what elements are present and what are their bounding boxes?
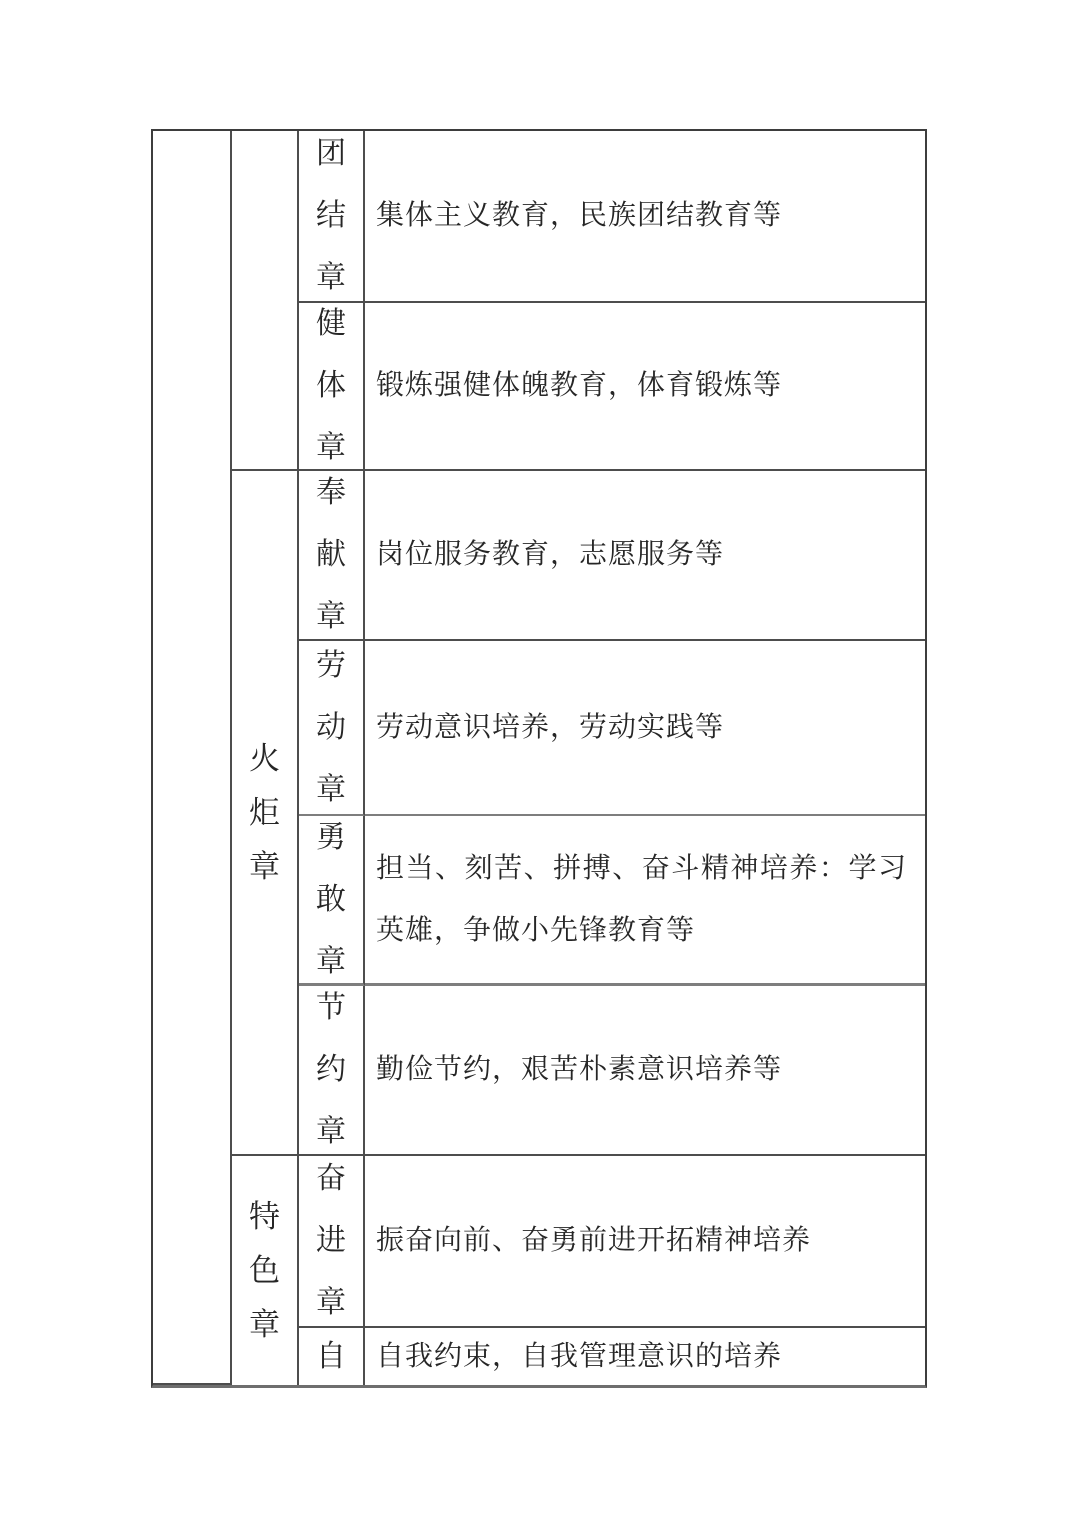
badge-description: 锻炼强健体魄教育，体育锻炼等 xyxy=(376,370,783,401)
description-cell xyxy=(365,641,925,816)
badge-description: 集体主义教育，民族团结教育等 xyxy=(376,200,783,231)
badge-curriculum-table xyxy=(151,129,927,1388)
badge-cell xyxy=(299,1328,365,1385)
description-cell xyxy=(365,1328,925,1385)
badge-name: 节约章 xyxy=(316,991,346,1148)
badge-cell xyxy=(299,641,365,816)
description-cell xyxy=(365,1156,925,1328)
badge-cell xyxy=(299,471,365,641)
badge-name: 健体章 xyxy=(316,307,346,464)
badge-cell xyxy=(299,131,365,303)
left-span-cell xyxy=(153,131,232,1385)
category-label: 火炬章 xyxy=(248,740,280,884)
category-cell-special xyxy=(232,1156,299,1385)
badge-cell xyxy=(299,303,365,471)
description-cell xyxy=(365,131,925,303)
description-cell xyxy=(365,816,925,986)
badge-description: 勤俭节约，艰苦朴素意识培养等 xyxy=(376,1054,783,1085)
badge-cell xyxy=(299,986,365,1156)
category-cell-empty xyxy=(232,131,299,471)
badge-name: 勇敢章 xyxy=(316,820,346,978)
description-cell xyxy=(365,986,925,1156)
description-cell xyxy=(365,471,925,641)
badge-name: 劳动章 xyxy=(316,648,346,806)
badge-name: 奋进章 xyxy=(316,1162,346,1319)
badge-description: 岗位服务教育，志愿服务等 xyxy=(376,539,725,570)
badge-description: 振奋向前、奋勇前进开拓精神培养 xyxy=(376,1225,812,1256)
badge-name: 团结章 xyxy=(316,137,346,294)
badge-cell xyxy=(299,816,365,986)
badge-description: 劳动意识培养，劳动实践等 xyxy=(376,711,725,743)
category-label: 特色章 xyxy=(248,1198,280,1342)
badge-name: 奉献章 xyxy=(316,476,346,633)
category-cell-torch xyxy=(232,471,299,1156)
badge-cell xyxy=(299,1156,365,1328)
description-cell xyxy=(365,303,925,471)
badge-description: 担当、刻苦、拼搏、奋斗精神培养：学习英雄，争做小先锋教育等 xyxy=(376,852,907,946)
badge-description: 自我约束，自我管理意识的培养 xyxy=(376,1340,783,1372)
badge-name: 自 xyxy=(316,1339,346,1373)
